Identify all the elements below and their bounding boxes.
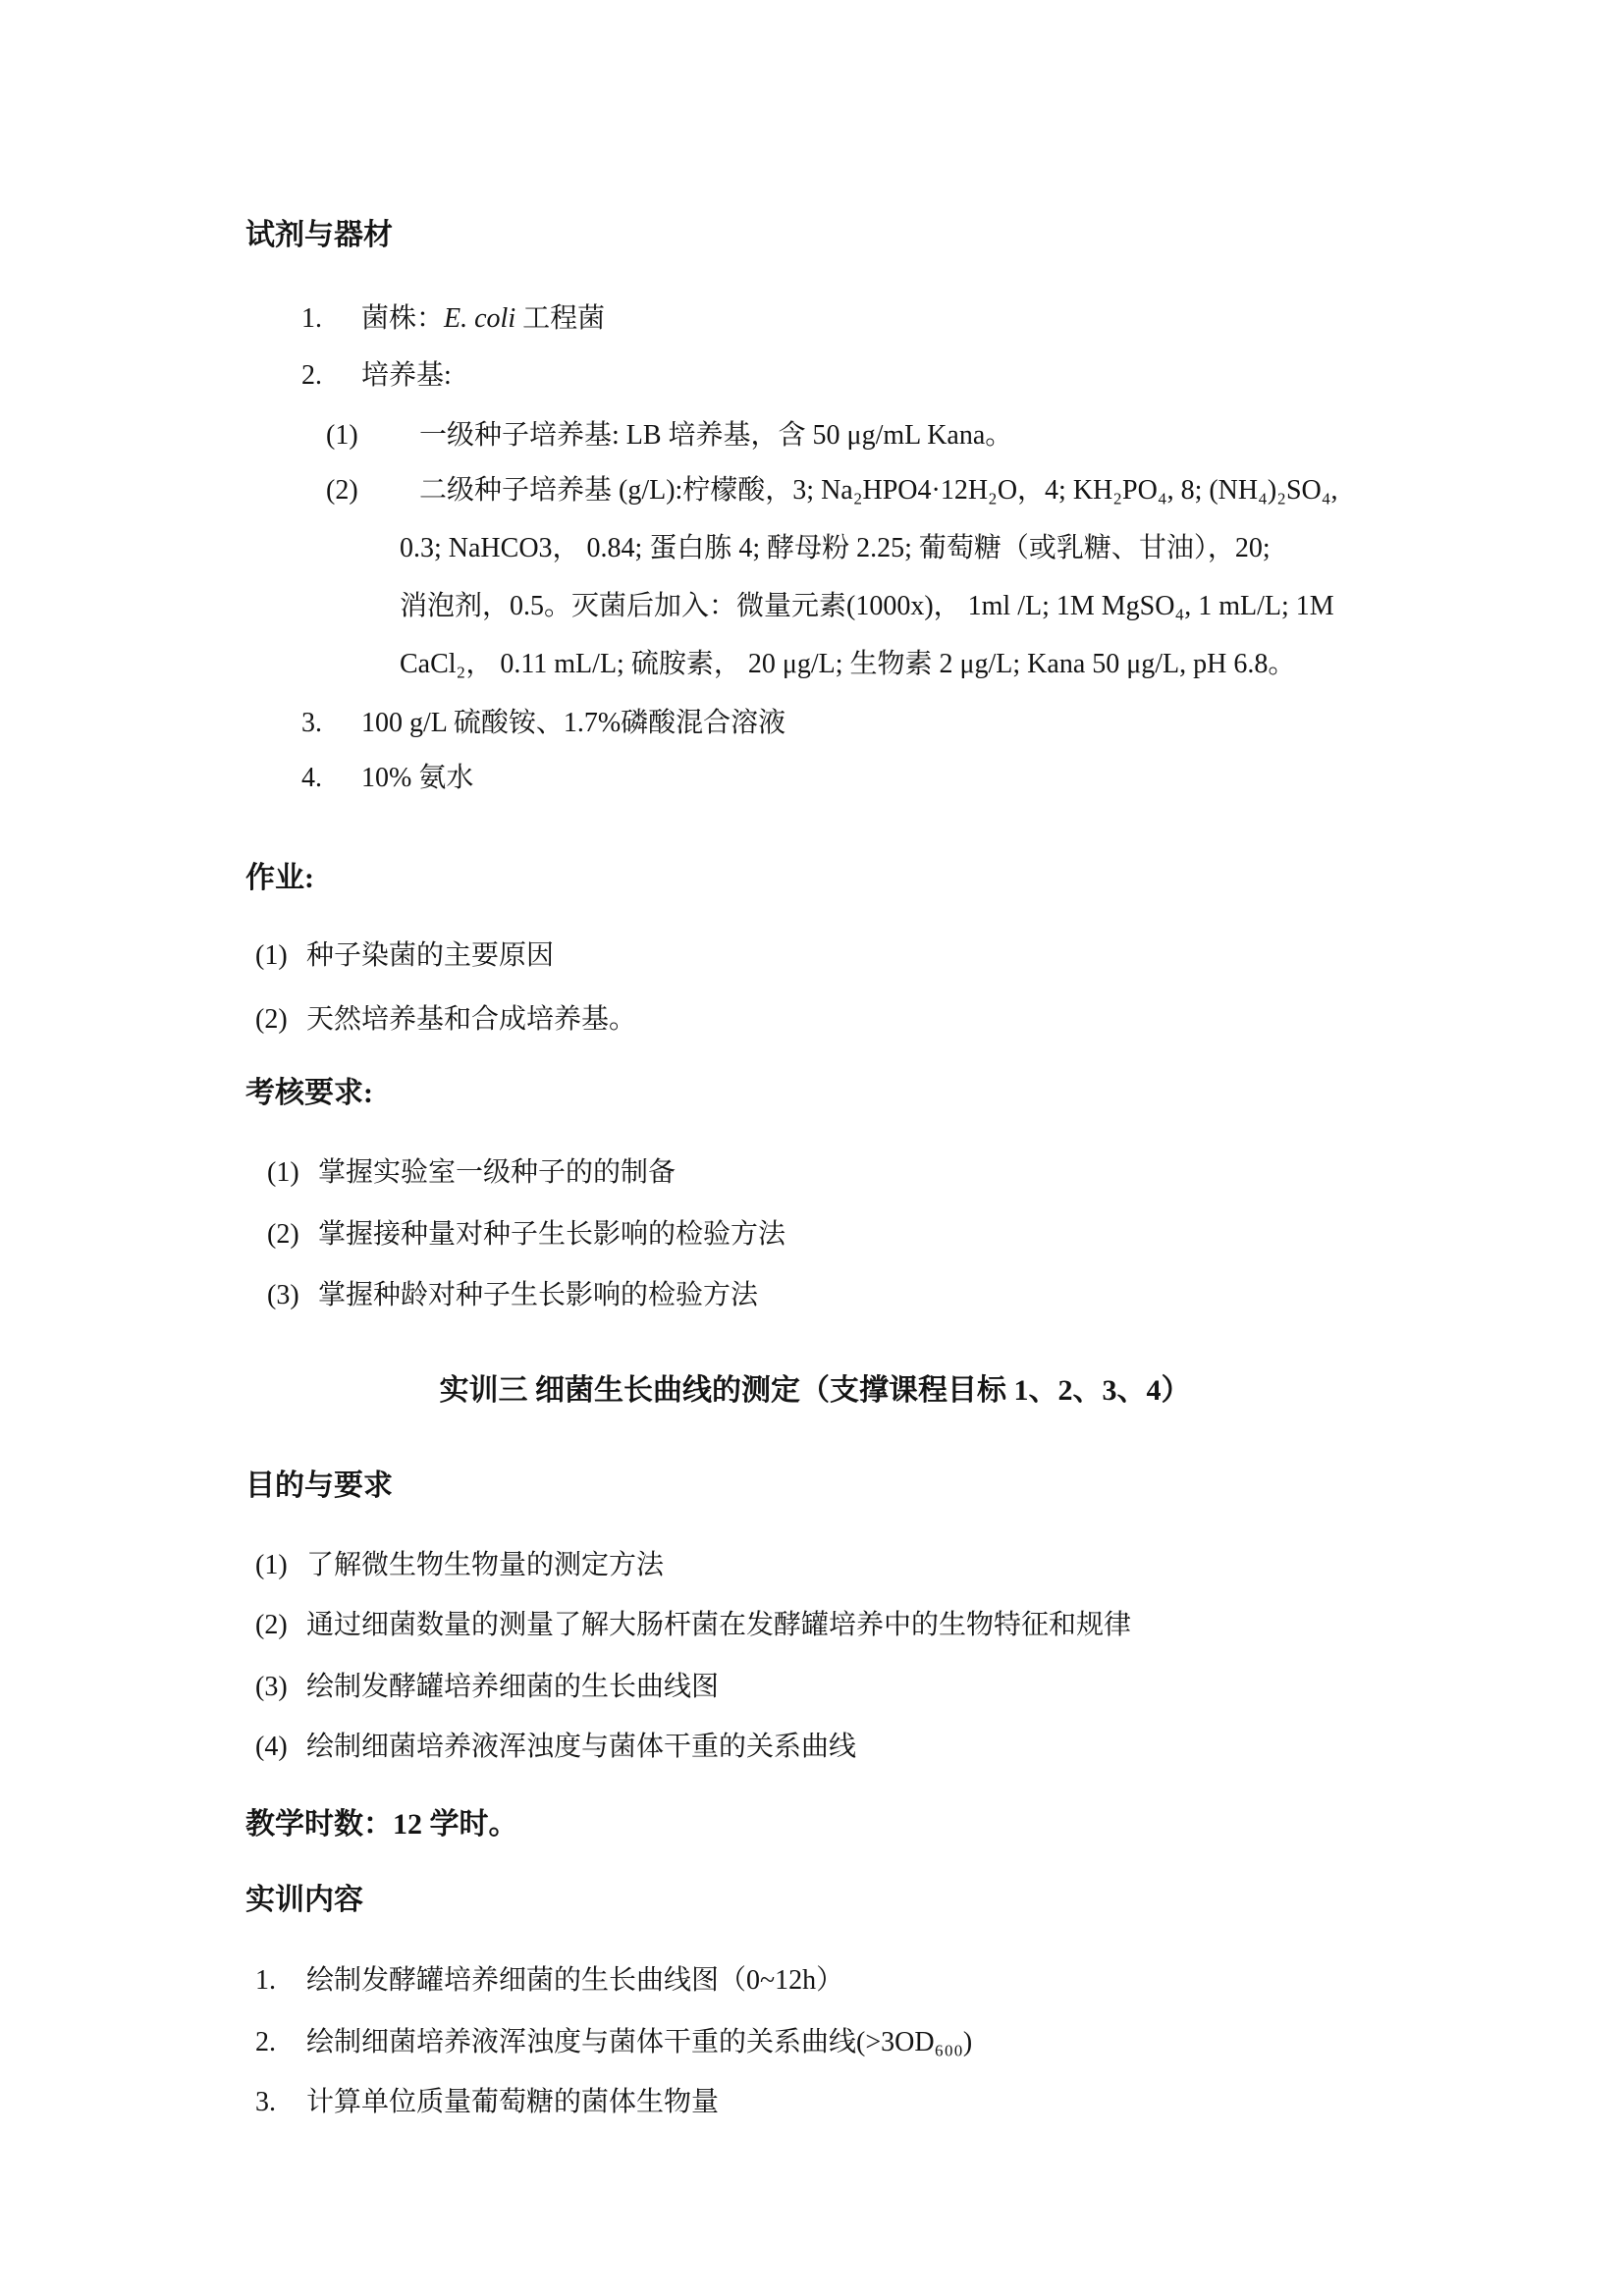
item-number: (2) [326, 475, 358, 506]
list-item [245, 2087, 1384, 2117]
list-item [245, 303, 1384, 334]
item-text-continuation: 0.3; NaHCO3， 0.84; 蛋白胨 4; 酵母粉 2.25; 葡萄糖（或乳糖、甘油），20; [400, 533, 1271, 563]
item-text: 100 g/L 硫酸铵、1.7%磷酸混合溶液 [361, 708, 786, 738]
list-item [245, 1550, 1384, 1580]
section-heading-content: 实训内容 [245, 1884, 363, 1916]
list-item [245, 708, 1384, 738]
list-item [245, 2027, 1384, 2057]
item-number: (2) [255, 1610, 288, 1640]
item-number: (1) [326, 420, 358, 451]
item-number: 3. [255, 2087, 276, 2117]
item-text: 计算单位质量葡萄糖的菌体生物量 [306, 2087, 720, 2117]
item-number: (1) [267, 1157, 299, 1188]
list-item [245, 1219, 1384, 1250]
item-number: (2) [255, 1004, 288, 1035]
section-heading-reagents: 试剂与器材 [245, 219, 393, 251]
list-item [245, 1280, 1384, 1310]
item-text: 掌握实验室一级种子的的制备 [318, 1157, 677, 1188]
item-number: 4. [301, 763, 322, 793]
strain-label: 菌株： [361, 303, 445, 334]
item-text: 掌握种龄对种子生长影响的检验方法 [318, 1280, 759, 1310]
item-text-continuation: 消泡剂，0.5。灭菌后加入：微量元素(1000x)， 1ml /L; 1M MgSO₄, 1 mL/L; 1M [400, 591, 1334, 621]
item-text: 培养基: [361, 360, 452, 391]
strain-suffix: 工程菌 [515, 303, 606, 334]
list-item [245, 1732, 1384, 1762]
list-item [245, 763, 1384, 793]
item-number: (2) [267, 1219, 299, 1250]
item-text: 二级种子培养基 (g/L):柠檬酸，3; Na₂HPO4·12H₂O，4; KH₂PO₄, 8; (NH₄)₂SO₄, [419, 475, 1338, 506]
item-number: 2. [255, 2027, 276, 2057]
list-item [245, 360, 1384, 391]
list-item [245, 1965, 1384, 1996]
item-text: 10% 氨水 [361, 763, 474, 793]
item-text: 绘制细菌培养液浑浊度与菌体干重的关系曲线(>3OD₆₀₀) [306, 2027, 973, 2057]
list-item [245, 1610, 1384, 1640]
item-text: 绘制细菌培养液浑浊度与菌体干重的关系曲线 [306, 1732, 857, 1762]
item-text-continuation: CaCl₂， 0.11 mL/L; 硫胺素， 20 μg/L; 生物素 2 μg/L; Kana 50 μg/L, pH 6.8。 [400, 649, 1296, 679]
item-text: 了解微生物生物量的测定方法 [306, 1550, 665, 1580]
item-number: (1) [255, 1550, 288, 1580]
document-content [245, 219, 1384, 2117]
section-heading-assessment: 考核要求: [245, 1077, 373, 1109]
item-text: 绘制发酵罐培养细菌的生长曲线图（0~12h） [306, 1965, 844, 1996]
list-item [245, 1004, 1384, 1035]
list-item [245, 1157, 1384, 1188]
item-number: 3. [301, 708, 322, 738]
item-text: 绘制发酵罐培养细菌的生长曲线图 [306, 1672, 720, 1702]
section-heading-hours: 教学时数：12 学时。 [245, 1808, 518, 1841]
training3-title: 实训三 细菌生长曲线的测定（支撑课程目标 1、2、3、4） [439, 1374, 1191, 1407]
item-number: 1. [301, 303, 322, 334]
strain-name: E. coli [444, 303, 516, 334]
item-number: 2. [301, 360, 322, 391]
list-item [245, 1672, 1384, 1702]
section-heading-homework: 作业: [245, 862, 314, 894]
item-text: 天然培养基和合成培养基。 [306, 1004, 637, 1035]
item-text: 种子染菌的主要原因 [306, 940, 555, 971]
item-text [361, 303, 605, 334]
item-number: (4) [255, 1732, 288, 1762]
list-subitem [245, 475, 1384, 506]
item-text: 通过细菌数量的测量了解大肠杆菌在发酵罐培养中的生物特征和规律 [306, 1610, 1132, 1640]
section-heading-purpose: 目的与要求 [245, 1469, 393, 1502]
item-number: (1) [255, 940, 288, 971]
item-number: 1. [255, 1965, 276, 1996]
item-text: 掌握接种量对种子生长影响的检验方法 [318, 1219, 786, 1250]
list-subitem [245, 420, 1384, 451]
item-number: (3) [255, 1672, 288, 1702]
item-number: (3) [267, 1280, 299, 1310]
item-text: 一级种子培养基: LB 培养基，含 50 μg/mL Kana。 [419, 420, 1013, 451]
list-item [245, 940, 1384, 971]
